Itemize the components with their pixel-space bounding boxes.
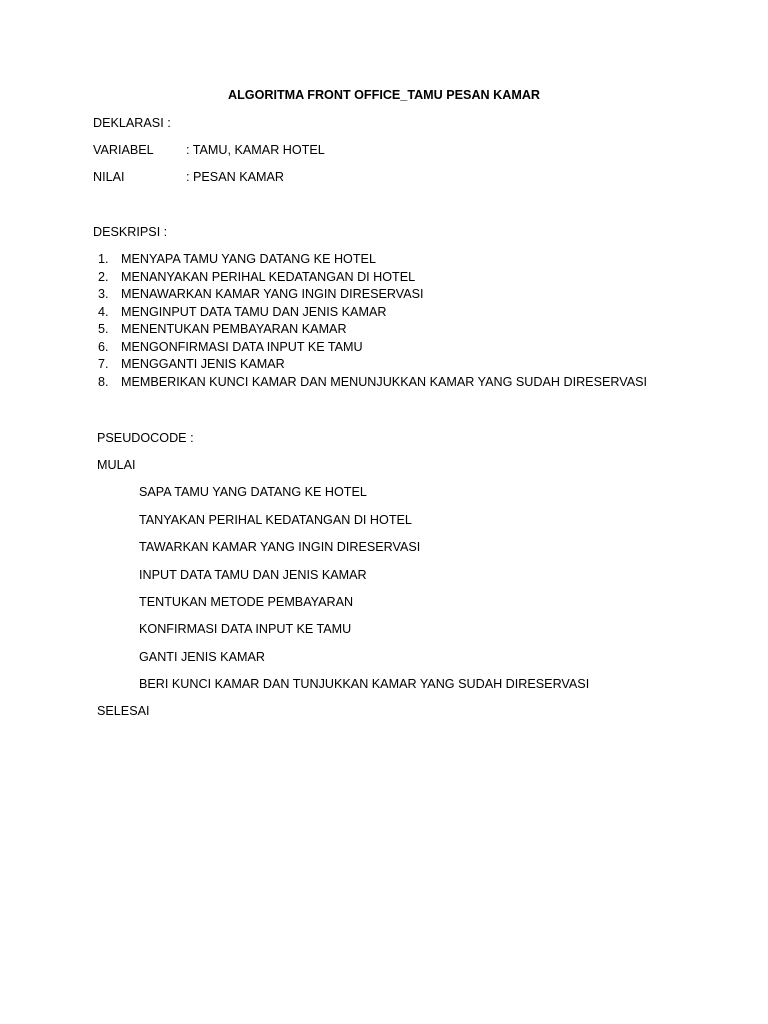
list-item-text: MENGGANTI JENIS KAMAR xyxy=(121,357,285,371)
list-item-number: 6. xyxy=(98,339,109,354)
list-item-text: MENANYAKAN PERIHAL KEDATANGAN DI HOTEL xyxy=(121,269,416,284)
list-item-number: 1. xyxy=(98,252,109,266)
list-item-text: MENGONFIRMASI DATA INPUT KE TAMU xyxy=(121,339,363,354)
list-item-number: 8. xyxy=(98,374,109,389)
pseudocode-step: INPUT DATA TAMU DAN JENIS KAMAR xyxy=(139,567,367,582)
list-item-number: 4. xyxy=(98,304,109,319)
deskripsi-heading: DESKRIPSI : xyxy=(93,225,168,239)
pseudocode-step: GANTI JENIS KAMAR xyxy=(139,649,265,664)
pseudocode-step: TANYAKAN PERIHAL KEDATANGAN DI HOTEL xyxy=(139,512,412,527)
list-item-number: 2. xyxy=(98,269,109,284)
deklarasi-label: NILAI xyxy=(93,170,125,184)
pseudocode-step: KONFIRMASI DATA INPUT KE TAMU xyxy=(139,622,352,636)
deklarasi-value: : PESAN KAMAR xyxy=(186,170,284,184)
list-item-text: MEMBERIKAN KUNCI KAMAR DAN MENUNJUKKAN KAMAR YANG SUDAH DIRESERVASI xyxy=(121,374,647,389)
list-item-text: MENENTUKAN PEMBAYARAN KAMAR xyxy=(121,322,347,336)
deklarasi-heading: DEKLARASI : xyxy=(93,116,171,130)
pseudocode-end: SELESAI xyxy=(97,704,150,718)
list-item-number: 3. xyxy=(98,287,109,301)
list-item-number: 7. xyxy=(98,357,109,371)
deklarasi-value: : TAMU, KAMAR HOTEL xyxy=(186,143,325,157)
pseudocode-step: BERI KUNCI KAMAR DAN TUNJUKKAN KAMAR YANG SUDAH DIRESERVASI xyxy=(139,677,590,691)
pseudocode-step: TAWARKAN KAMAR YANG INGIN DIRESERVASI xyxy=(139,540,421,554)
pseudocode-step: TENTUKAN METODE PEMBAYARAN xyxy=(139,594,354,609)
pseudocode-heading: PSEUDOCODE : xyxy=(97,431,194,445)
list-item-number: 5. xyxy=(98,322,109,336)
pseudocode-step: SAPA TAMU YANG DATANG KE HOTEL xyxy=(139,485,367,499)
document-title: ALGORITMA FRONT OFFICE_TAMU PESAN KAMAR xyxy=(227,88,541,102)
list-item-text: MENGINPUT DATA TAMU DAN JENIS KAMAR xyxy=(121,304,387,319)
list-item-text: MENAWARKAN KAMAR YANG INGIN DIRESERVASI xyxy=(121,287,424,301)
deklarasi-label: VARIABEL xyxy=(93,143,154,157)
pseudocode-start: MULAI xyxy=(97,458,136,472)
list-item-text: MENYAPA TAMU YANG DATANG KE HOTEL xyxy=(121,252,376,266)
